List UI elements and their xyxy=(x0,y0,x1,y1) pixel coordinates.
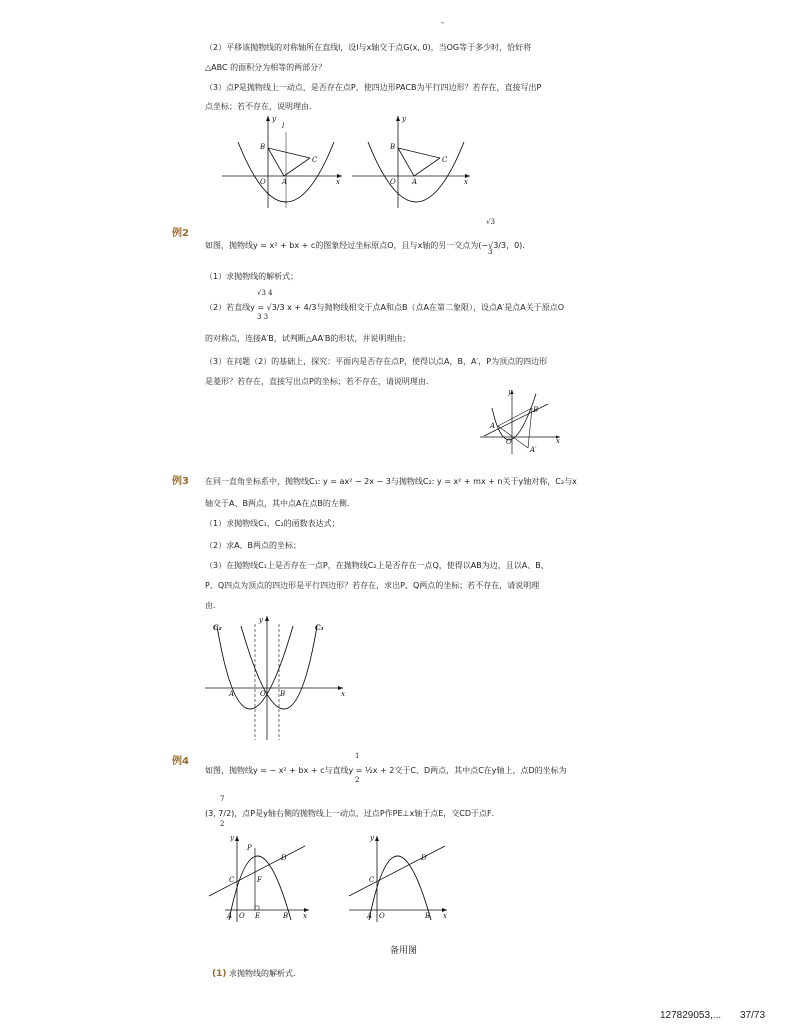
ex4-q1-line xyxy=(212,968,296,979)
ex2-q3-line2: 是菱形？若存在，直接写出点P的坐标；若不存在，请说明理由． xyxy=(205,377,434,386)
fig2-label-4: A xyxy=(412,178,418,186)
example-2-label: 例2 xyxy=(172,228,189,239)
ex2-q1: （1）求抛物线的解析式； xyxy=(205,272,299,281)
spare-figure-caption: 备用图 xyxy=(390,946,418,956)
ex4-line1: 如图，抛物线y = − x² + bx + c与直线y = ½x + 2交于C、D两点，其中点C在y轴上，点D的坐标为 xyxy=(205,766,567,775)
fig6-label-3: A xyxy=(367,912,373,920)
ex2-sqrt3-top: √3 xyxy=(486,218,495,226)
ex3-line2: 轴交于A、B两点，其中点A在点B的左侧． xyxy=(205,499,355,508)
ex2-q2-line2: 的对称点，连接A′B，试判断△AA′B的形状，并说明理由； xyxy=(205,334,411,343)
fig2-label-1: B xyxy=(390,143,396,151)
fig5-label-5: A xyxy=(227,912,233,920)
figure-example-4-main xyxy=(205,832,315,924)
figure-parabola-2 xyxy=(352,112,477,212)
fig4-label-6: x xyxy=(341,690,345,698)
ex4-coord-top: 7 xyxy=(220,795,225,803)
ex4-coord-line: (3, 7/2)，点P是y轴右侧的抛物线上一动点，过点P作PE⊥x轴于点E，交CD于点F． xyxy=(205,809,500,818)
fig2-label-0: y xyxy=(402,115,406,123)
fig5-label-0: y xyxy=(230,834,234,842)
fig5-label-2: D xyxy=(281,854,287,862)
fig6-label-1: D xyxy=(421,854,427,862)
fig1-label-1: l xyxy=(282,122,285,130)
fig3-label-1: B xyxy=(533,406,539,414)
figure-example-4-spare xyxy=(345,832,455,924)
fig2-label-5: x xyxy=(464,178,468,186)
ex2-line1: 如图，抛物线y = x² + bx + c的图象经过坐标原点O，且与x轴的另一交点为(−√3/3，0)． xyxy=(205,241,531,250)
example-3-label: 例3 xyxy=(172,476,189,487)
fig5-label-9: x xyxy=(303,912,307,920)
fig5-label-8: B xyxy=(283,912,289,920)
ex4-frac-top: 1 xyxy=(355,752,360,760)
fig3-label-2: A xyxy=(490,422,496,430)
ex3-line1: 在同一直角坐标系中，抛物线C₁: y = ax² − 2x − 3与抛物线C₂: y = x² + mx + n关于y轴对称，C₂与x xyxy=(205,477,577,486)
fig2-label-2: C xyxy=(442,156,448,164)
top-mark: - xyxy=(441,18,445,28)
ex4-q1-text: 求抛物线的解析式. xyxy=(229,969,296,978)
fig1-label-2: B xyxy=(260,143,266,151)
fig6-label-5: B xyxy=(425,912,431,920)
fig5-label-3: C xyxy=(229,876,235,884)
ex2-q3-line1: （3）在问题（2）的基础上，探究：平面内是否存在点P，使得以点A，B，A′，P为顶点的四边形 xyxy=(205,357,548,366)
q3-line1: （3）点P是抛物线上一动点，是否存在点P，使四边形PACB为平行四边形？若存在，直接写出P xyxy=(205,83,542,92)
fig3-label-3: O xyxy=(506,438,512,446)
figure-parabola-1 xyxy=(222,112,347,212)
fig1-label-4: O xyxy=(260,178,266,186)
figure-example-2 xyxy=(478,388,563,456)
fig1-label-0: y xyxy=(272,115,276,123)
fig4-label-2: C₁ xyxy=(315,623,324,632)
q3-line2: 点坐标；若不存在，说明理由． xyxy=(205,102,317,111)
ex3-q3-line2: P、Q四点为顶点的四边形是平行四边形？若存在，求出P、Q两点的坐标；若不存在，请说明理 xyxy=(205,581,540,590)
ex2-q2-line1: （2）若直线y = √3/3 x + 4/3与抛物线相交于点A和点B（点A在第二象限），设点A′是点A关于原点O xyxy=(205,303,565,312)
fig6-label-6: x xyxy=(443,912,447,920)
figure-example-3 xyxy=(205,614,350,742)
ex2-denom: 3 xyxy=(488,248,493,256)
q2-line2: △ABC 的面积分为相等的两部分？ xyxy=(205,63,327,72)
fig3-label-5: A′ xyxy=(530,446,537,454)
fig2-label-3: O xyxy=(390,178,396,186)
ex3-q1: （1）求抛物线C₁，C₂的函数表达式； xyxy=(205,519,340,528)
ex2-q2-frac-bot: 3 3 xyxy=(257,313,269,321)
footer-doc-id: 127829053,... xyxy=(660,1010,722,1021)
fig1-label-6: x xyxy=(336,178,340,186)
ex3-q3-line1: （3）在抛物线C₁上是否存在一点P，在抛物线C₂上是否存在一点Q，使得以AB为边，且以A、B、 xyxy=(205,561,549,570)
ex4-coord-bot: 2 xyxy=(220,820,225,828)
ex4-frac-bot: 2 xyxy=(355,776,360,784)
fig6-label-0: y xyxy=(370,834,374,842)
ex4-q1-number: (1) xyxy=(212,969,227,979)
fig5-label-6: O xyxy=(239,912,245,920)
example-4-label: 例4 xyxy=(172,756,189,767)
fig6-label-2: C xyxy=(369,876,375,884)
fig5-label-7: E xyxy=(255,912,261,920)
q2-line1: （2）平移该抛物线的对称轴所在直线l，设l与x轴交于点G(x, 0)，当OG等于多少时，恰好将 xyxy=(205,43,532,52)
fig5-label-1: P xyxy=(247,844,252,852)
ex3-q3-line3: 由． xyxy=(205,601,221,610)
fig4-label-3: A xyxy=(229,690,235,698)
fig4-label-5: B xyxy=(280,690,286,698)
fig5-label-4: F xyxy=(257,876,262,884)
fig4-label-0: C₂ xyxy=(213,623,222,632)
footer-page-number: 37/73 xyxy=(740,1010,766,1021)
fig4-label-1: y xyxy=(259,616,263,624)
fig6-label-4: O xyxy=(379,912,385,920)
fig4-label-4: O xyxy=(260,690,266,698)
fig3-label-4: x xyxy=(556,437,560,445)
ex3-q2: （2）求A、B两点的坐标； xyxy=(205,541,302,550)
fig3-label-0: y xyxy=(508,388,512,396)
fig1-label-5: A xyxy=(282,178,288,186)
ex2-q2-frac-top: √3 4 xyxy=(257,289,273,297)
fig1-label-3: C xyxy=(312,156,318,164)
